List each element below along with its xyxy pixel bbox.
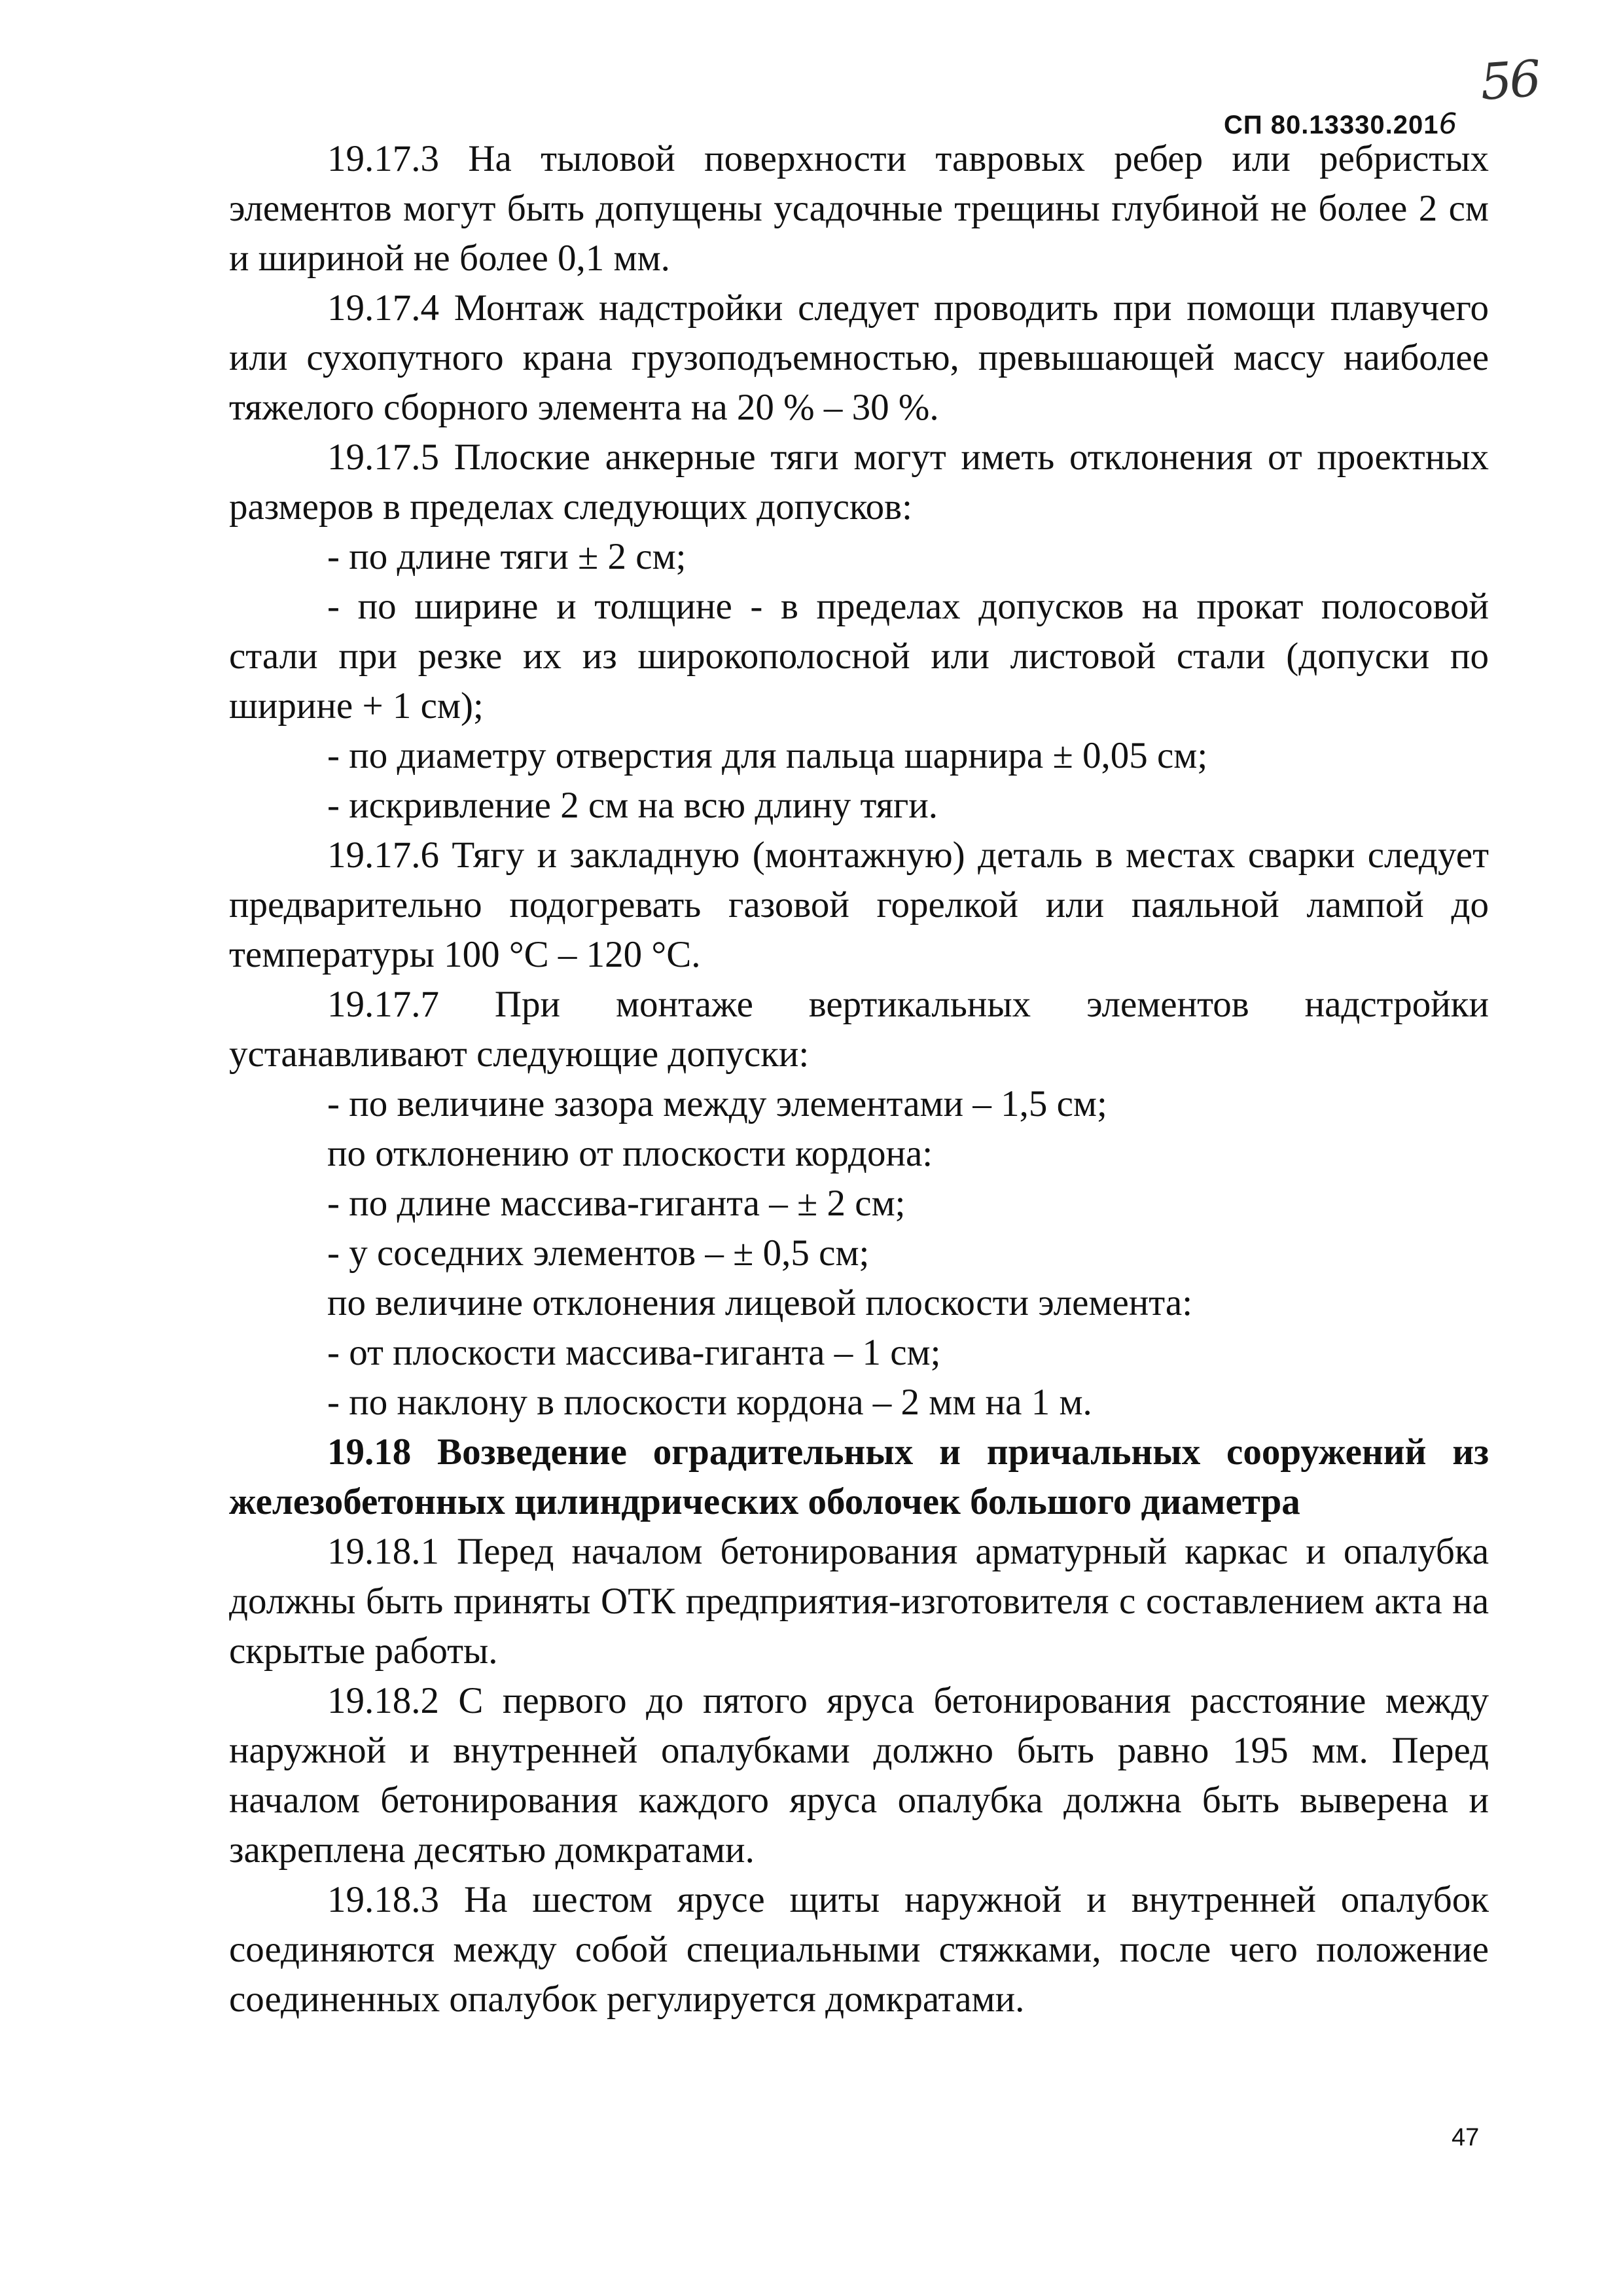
- paragraph-19-17-7: 19.17.7 При монтаже вертикальных элементов надстройки устанавливают следующие допуски:: [229, 984, 1489, 1075]
- list-item: - по величине зазора между элементами – 1,5 см;: [327, 1083, 1107, 1124]
- page-number: 47: [1452, 2124, 1480, 2151]
- list-item: - от плоскости массива-гиганта – 1 см;: [327, 1332, 941, 1373]
- list-item: - по длине тяги ± 2 см;: [327, 536, 687, 577]
- paragraph-19-17-6: 19.17.6 Тягу и закладную (монтажную) деталь в местах сварки следует предварительно подогревать газовой горелкой или паяльной лампой до температуры 100 °C – 120 °C.: [229, 834, 1489, 975]
- paragraph-19-18-3: 19.18.3 На шестом ярусе щиты наружной и внутренней опалубок соединяются между собой специальными стяжками, после чего положение соединенных опалубок регулируется домкратами.: [229, 1879, 1489, 2020]
- paragraph-19-17-3: 19.17.3 На тыловой поверхности тавровых ребер или ребристых элементов могут быть допущены усадочные трещины глубиной не более 2 см и шириной не более 0,1 мм.: [229, 138, 1489, 279]
- handwritten-page-number: 56: [1478, 49, 1541, 111]
- list-item: - искривление 2 см на всю длину тяги.: [327, 785, 938, 826]
- list-subheading: по величине отклонения лицевой плоскости элемента:: [327, 1282, 1193, 1323]
- paragraph-19-17-5: 19.17.5 Плоские анкерные тяги могут иметь отклонения от проектных размеров в пределах следующих допусков:: [229, 437, 1489, 528]
- page-body: [229, 134, 1489, 2024]
- list-item: - по ширине и толщине - в пределах допусков на прокат полосовой стали при резке их из широкополосной или листовой стали (допуски по ширине + 1 см);: [229, 586, 1489, 726]
- paragraph-19-18-1: 19.18.1 Перед началом бетонирования арматурный каркас и опалубка должны быть приняты ОТК предприятия-изготовителя с составлением акта на скрытые работы.: [229, 1531, 1489, 1672]
- document-id-handwritten-digit: 6: [1438, 107, 1458, 141]
- list-subheading: по отклонению от плоскости кордона:: [327, 1133, 933, 1174]
- document-id-printed: СП 80.13330.201: [1224, 111, 1439, 139]
- list-item: - по наклону в плоскости кордона – 2 мм на 1 м.: [327, 1382, 1092, 1423]
- list-item: - у соседних элементов – ± 0,5 см;: [327, 1232, 870, 1274]
- paragraph-19-18-2: 19.18.2 С первого до пятого яруса бетонирования расстояние между наружной и внутренней опалубками должно быть равно 195 мм. Перед началом бетонирования каждого яруса опалубка должна быть выверена и закреплена десятью домкратами.: [229, 1680, 1489, 1871]
- paragraph-19-17-4: 19.17.4 Монтаж надстройки следует проводить при помощи плавучего или сухопутного крана грузоподъемностью, превышающей массу наиболее тяжелого сборного элемента на 20 % – 30 %.: [229, 287, 1489, 428]
- section-heading-19-18: 19.18 Возведение оградительных и причальных сооружений из железобетонных цилиндрических оболочек большого диаметра: [229, 1431, 1489, 1522]
- list-item: - по длине массива-гиганта – ± 2 см;: [327, 1183, 906, 1224]
- list-item: - по диаметру отверстия для пальца шарнира ± 0,05 см;: [327, 735, 1208, 776]
